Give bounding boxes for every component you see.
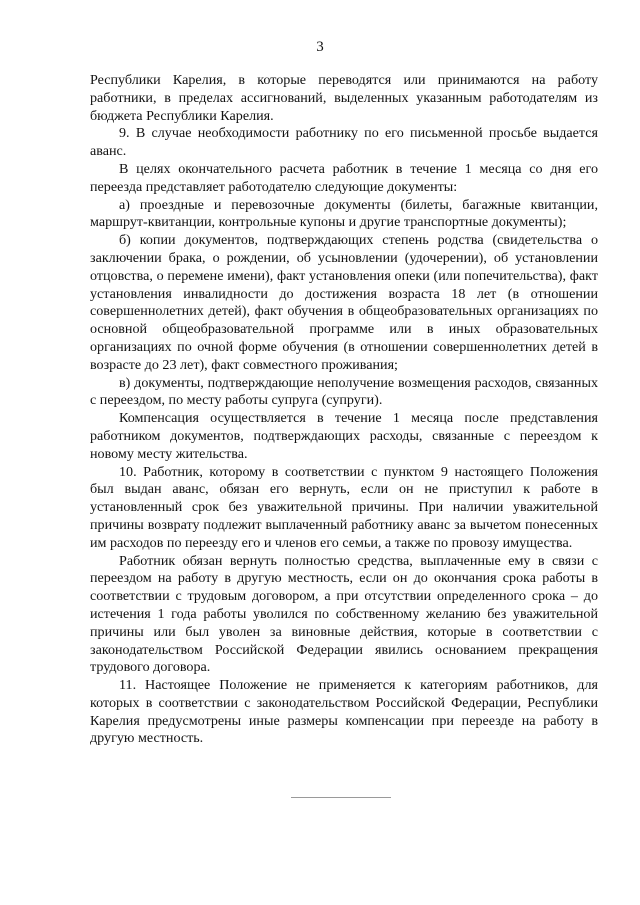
- paragraph-subitem-v: в) документы, подтверждающие неполучение возмещения расходов, связанных с переездом, по месту работы супруга (супруги).: [90, 374, 598, 409]
- paragraph-item-9: 9. В случае необходимости работнику по его письменной просьбе выдается аванс.: [90, 125, 598, 160]
- paragraph-final-settlement: В целях окончательного расчета работник в течение 1 месяца со дня его переезда представляет работодателю следующие документы:: [90, 160, 598, 195]
- paragraph-subitem-b: б) копии документов, подтверждающих степень родства (свидетельства о заключении брака, о рождении, об усыновлении (удочерении), об установлении отцовства, о перемене имени), факт установления опеки (или попечительства), факт установления инвалидности до достижения возраста 18 лет (в отношении совершеннолетних детей), факт обучения в общеобразовательных организациях по основной общеобразовательной программе или в иных образовательных организациях по очной форме обучения (в отношении совершеннолетних детей в возрасте до 23 лет), факт совместного проживания;: [90, 232, 598, 373]
- paragraph-compensation-term: Компенсация осуществляется в течение 1 месяца после представления работником документов, подтверждающих расходы, связанные с переездом к новому месту жительства.: [90, 410, 598, 462]
- paragraph-item-11: 11. Настоящее Положение не применяется к категориям работников, для которых в соответствии с законодательством Российской Федерации, Республики Карелия предусмотрены иные размеры компенсации при переезде на работу в другую местность.: [90, 677, 598, 747]
- paragraph-continuation: Республики Карелия, в которые переводятся или принимаются на работу работники, в пределах ассигнований, выделенных указанным работодателям из бюджета Республики Карелия.: [90, 72, 598, 124]
- end-divider: [291, 797, 391, 798]
- paragraph-subitem-a: а) проездные и перевозочные документы (билеты, багажные квитанции, маршрут-квитанции, контрольные купоны и другие транспортные документы);: [90, 196, 598, 231]
- document-body: [90, 72, 598, 748]
- paragraph-full-refund: Работник обязан вернуть полностью средства, выплаченные ему в связи с переездом на работу в другую местность, если он до окончания срока работы в соответствии с трудовым договором, а при отсутствии определенного срока – до истечения 1 года работы уволился по собственному желанию без уважительной причины или был уволен за виновные действия, которые в соответствии с законодательством Российской Федерации явились основанием прекращения трудового договора.: [90, 552, 598, 676]
- paragraph-item-10: 10. Работник, которому в соответствии с пунктом 9 настоящего Положения был выдан аванс, обязан его вернуть, если он не приступил к работе в установленный срок без уважительной причины. При наличии уважительной причины возврату подлежит выплаченный работнику аванс за вычетом понесенных им расходов по переезду его и членов его семьи, а также по провозу имущества.: [90, 463, 598, 551]
- page-number: 3: [316, 39, 324, 55]
